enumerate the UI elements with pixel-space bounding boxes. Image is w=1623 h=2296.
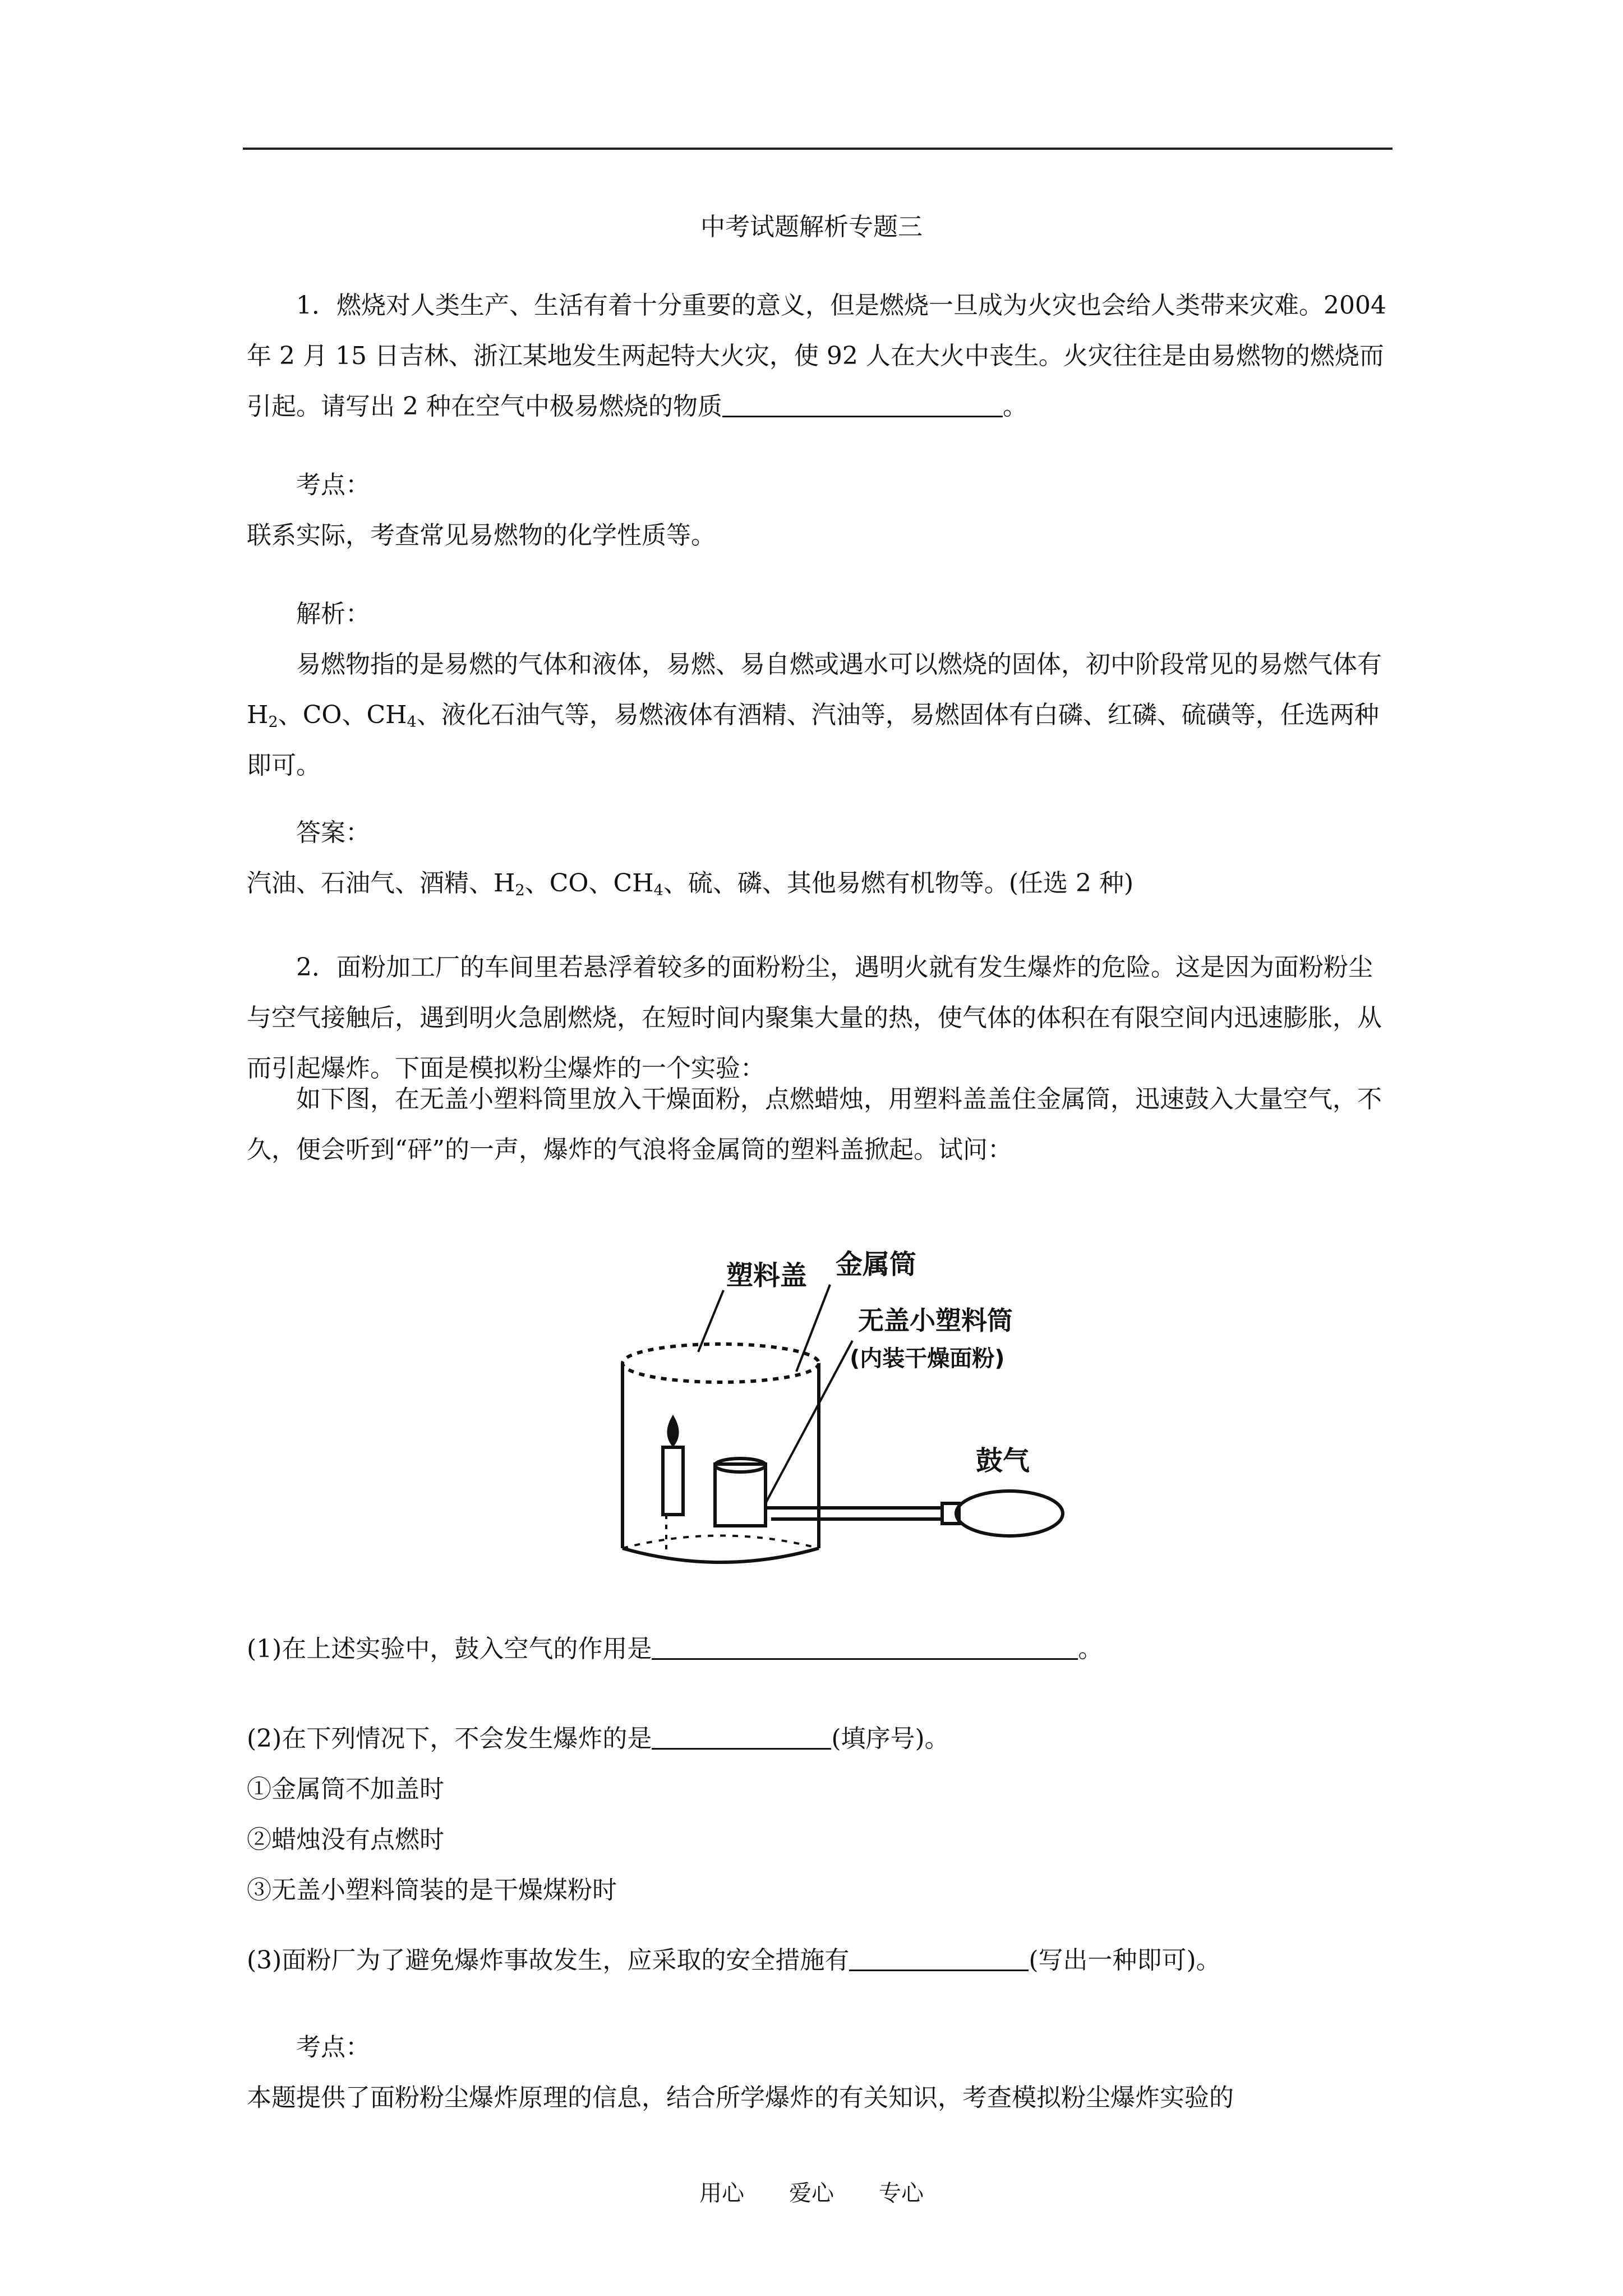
answer-blank[interactable] <box>652 1723 831 1750</box>
kaodian-label: 考点： <box>296 2033 370 2062</box>
kaodian-text: 联系实际，考查常见易燃物的化学性质等。 <box>247 521 716 550</box>
q1-answer <box>247 808 1391 909</box>
question-1 <box>247 280 1391 432</box>
kaodian-label: 考点： <box>296 471 370 499</box>
kaodian-text: 本题提供了面粉粉尘爆炸原理的信息，结合所学爆炸的有关知识，考查模拟粉尘爆炸实验的 <box>247 2083 1234 2112</box>
answer-blank[interactable] <box>722 391 1003 417</box>
answer-blank[interactable] <box>849 1945 1029 1971</box>
label-blow: 鼓气 <box>976 1445 1030 1476</box>
header-rule <box>243 148 1393 150</box>
answer-text: 汽油、石油气、酒精、$H_2$、CO、$CH_4$、硫、磷、其他易燃有机物等。(任选 2 种) <box>247 869 1134 899</box>
answer-blank[interactable] <box>652 1634 1078 1660</box>
option-2: ②蜡烛没有点燃时 <box>247 1825 444 1854</box>
option-3: ③无盖小塑料筒装的是干燥煤粉时 <box>247 1876 617 1904</box>
jiexi-label: 解析： <box>296 600 370 628</box>
q1-kaodian <box>247 460 1391 561</box>
label-lid: 塑料盖 <box>726 1260 808 1291</box>
subquestion-2: (2)在下列情况下，不会发生爆炸的是 (填序号)。 ①金属筒不加盖时 ②蜡烛没有点燃时 ③无盖小塑料筒装的是干燥煤粉时 <box>247 1714 1391 1916</box>
footer-item: 专心 <box>879 2180 924 2206</box>
label-cup-note: (内装干燥面粉) <box>850 1346 1005 1372</box>
q2-kaodian <box>247 2022 1391 2123</box>
label-cup: 无盖小塑料筒 <box>858 1305 1013 1336</box>
page-title: 中考试题解析专题三 <box>700 213 923 241</box>
footer-item: 用心 <box>699 2180 744 2206</box>
subquestion-3: (3)面粉厂为了避免爆炸事故发生，应采取的安全措施有 (写出一种即可)。 <box>247 1946 1221 1975</box>
question-2-setup: 如下图，在无盖小塑料筒里放入干燥面粉，点燃蜡烛，用塑料盖盖住金属筒，迅速鼓入大量空气，不久，便会听到“砰”的一声，爆炸的气浪将金属筒的塑料盖掀起。试问： <box>247 1085 1382 1164</box>
metal-can-top <box>623 1344 819 1382</box>
footer-item: 爱心 <box>789 2180 834 2206</box>
option-1: ①金属筒不加盖时 <box>247 1775 444 1803</box>
question-1-text: 1．燃烧对人类生产、生活有着十分重要的意义，但是燃烧一旦成为火灾也会给人类带来灾难。2004 年 2 月 15 日吉林、浙江某地发生两起特大火灾，使 92 人在大火中丧生。火灾往往是由易燃物的燃烧而引起。请写出 2 种在空气中极易燃烧的物质 。 <box>247 291 1386 421</box>
question-2-intro: 2．面粉加工厂的车间里若悬浮着较多的面粉粉尘，遇明火就有发生爆炸的危险。这是因为面粉粉尘与空气接触后，遇到明火急剧燃烧，在短时间内聚集大量的热，使气体的体积在有限空间内迅速膨胀，从而引起爆炸。下面是模拟粉尘爆炸的一个实验： <box>247 953 1382 1083</box>
air-bulb <box>956 1491 1063 1536</box>
label-can: 金属筒 <box>836 1249 917 1280</box>
answer-label: 答案： <box>296 818 370 847</box>
candle <box>663 1447 683 1515</box>
subquestion-1: (1)在上述实验中，鼓入空气的作用是 。 <box>247 1635 1103 1663</box>
jiexi-text: 易燃物指的是易燃的气体和液体，易燃、易自燃或遇水可以燃烧的固体，初中阶段常见的易燃气体有 $H_2$、CO、$CH_4$、液化石油气等，易燃液体有酒精、汽油等，易燃固体有白磷、红磷、硫磺等，任选两种即可。 <box>247 650 1382 780</box>
page-footer <box>0 2175 1623 2207</box>
experiment-figure <box>583 1240 1088 1599</box>
q1-jiexi <box>247 589 1391 791</box>
